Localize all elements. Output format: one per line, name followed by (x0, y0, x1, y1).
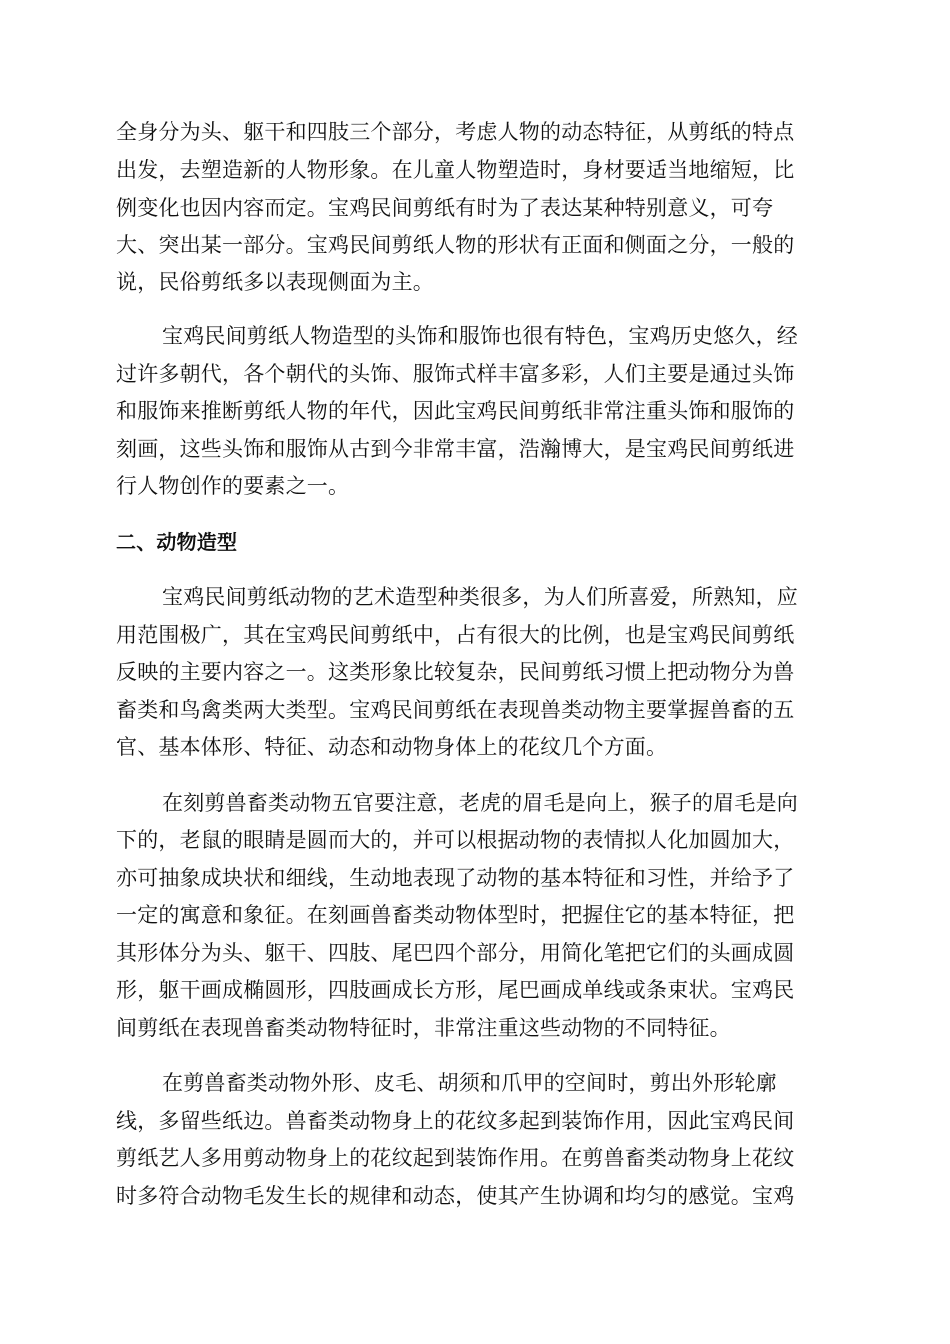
text-line: 在刻剪兽畜类动物五官要注意，老虎的眉毛是向上，猴子的眉毛是向 (162, 791, 798, 815)
text-line: 刻画，这些头饰和服饰从古到今非常丰富，浩瀚博大，是宝鸡民间剪纸进 (116, 437, 795, 461)
text-line: 和服饰来推断剪纸人物的年代，因此宝鸡民间剪纸非常注重头饰和服饰的 (116, 399, 795, 423)
text-line: 大、突出某一部分。宝鸡民间剪纸人物的形状有正面和侧面之分，一般的 (116, 233, 795, 257)
text-line: 官、基本体形、特征、动态和动物身体上的花纹几个方面。 (116, 735, 668, 759)
section-heading: 二、动物造型 (116, 530, 238, 554)
text-line: 行人物创作的要素之一。 (116, 474, 350, 498)
text-line: 一定的寓意和象征。在刻画兽畜类动物体型时，把握住它的基本特征，把 (116, 903, 795, 927)
text-line: 宝鸡民间剪纸动物的艺术造型种类很多，为人们所喜爱，所熟知，应 (162, 585, 798, 609)
text-line: 其形体分为头、躯干、四肢、尾巴四个部分，用简化笔把它们的头画成圆 (116, 941, 795, 965)
text-line: 用范围极广，其在宝鸡民间剪纸中，占有很大的比例，也是宝鸡民间剪纸 (116, 623, 795, 647)
text-line: 亦可抽象成块状和细线，生动地表现了动物的基本特征和习性，并给予了 (116, 866, 795, 890)
text-line: 畜类和鸟禽类两大类型。宝鸡民间剪纸在表现兽类动物主要掌握兽畜的五 (116, 698, 795, 722)
text-line: 形，躯干画成椭圆形，四肢画成长方形，尾巴画成单线或条束状。宝鸡民 (116, 978, 795, 1002)
text-line: 宝鸡民间剪纸人物造型的头饰和服饰也很有特色，宝鸡历史悠久，经 (162, 324, 798, 348)
text-line: 反映的主要内容之一。这类形象比较复杂，民间剪纸习惯上把动物分为兽 (116, 660, 795, 684)
text-line: 在剪兽畜类动物外形、皮毛、胡须和爪甲的空间时，剪出外形轮廓 (162, 1071, 777, 1095)
text-line: 出发，去塑造新的人物形象。在儿童人物塑造时，身材要适当地缩短，比 (116, 158, 795, 182)
text-line: 过许多朝代，各个朝代的头饰、服饰式样丰富多彩，人们主要是通过头饰 (116, 362, 795, 386)
text-line: 说，民俗剪纸多以表现侧面为主。 (116, 270, 434, 294)
text-line: 例变化也因内容而定。宝鸡民间剪纸有时为了表达某种特别意义，可夸 (116, 196, 774, 220)
text-line: 时多符合动物毛发生长的规律和动态，使其产生协调和均匀的感觉。宝鸡 (116, 1184, 795, 1208)
text-line: 间剪纸在表现兽畜类动物特征时，非常注重这些动物的不同特征。 (116, 1016, 731, 1040)
text-line: 剪纸艺人多用剪动物身上的花纹起到装饰作用。在剪兽畜类动物身上花纹 (116, 1146, 795, 1170)
text-line: 线，多留些纸边。兽畜类动物身上的花纹多起到装饰作用，因此宝鸡民间 (116, 1109, 795, 1133)
text-line: 下的，老鼠的眼睛是圆而大的，并可以根据动物的表情拟人化加圆加大， (116, 828, 795, 852)
text-line: 全身分为头、躯干和四肢三个部分，考虑人物的动态特征，从剪纸的特点 (116, 120, 795, 144)
